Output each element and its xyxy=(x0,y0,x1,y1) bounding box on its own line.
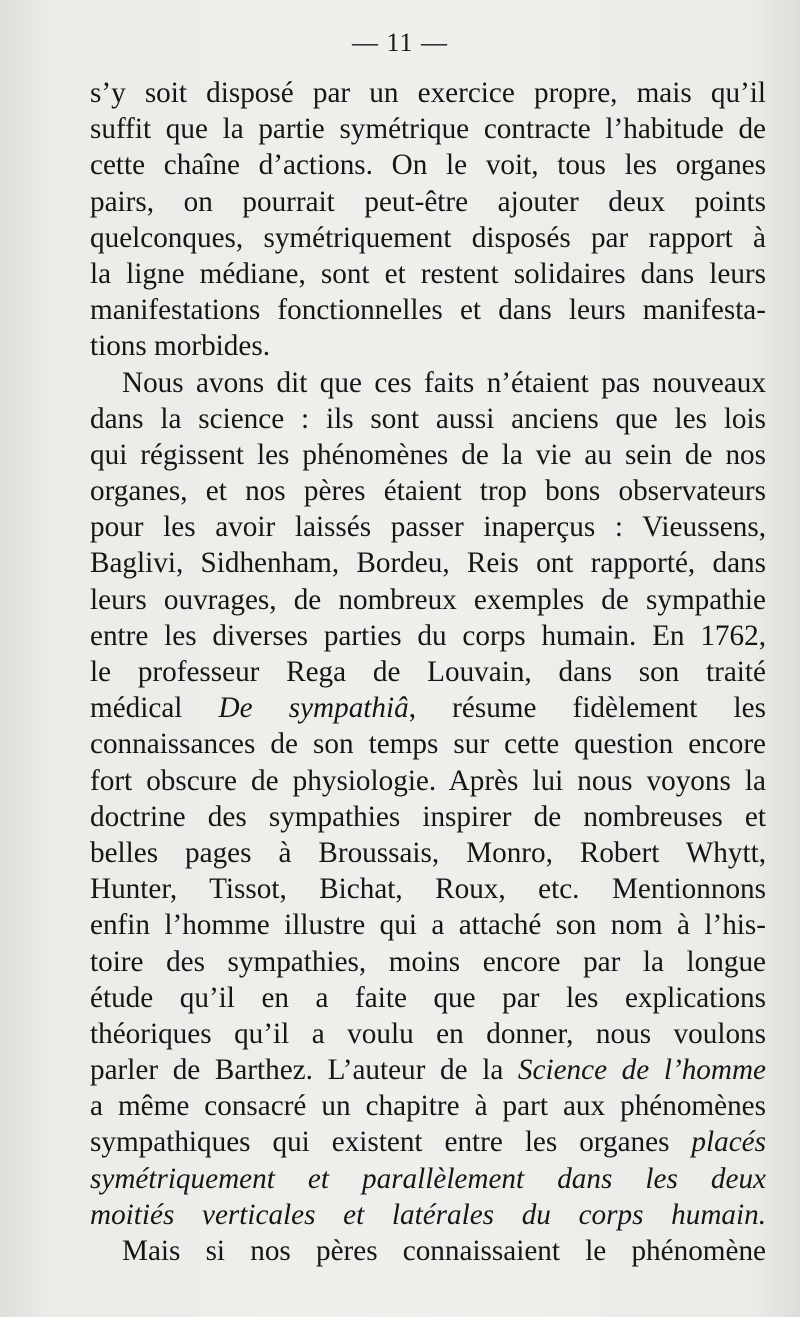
text-line: étude qu’il en a faite que par les explications xyxy=(90,981,766,1014)
italic-run: moitiés verticales et latérales du corps humain. xyxy=(90,1198,766,1231)
text-line: fort obscure de physiologie. Après lui nous voyons la xyxy=(90,764,766,797)
page-number: — 11 — xyxy=(351,28,449,57)
text-run: , résume fidèlement les xyxy=(408,692,766,725)
page-body xyxy=(90,75,766,1269)
italic-run: placés xyxy=(691,1126,766,1159)
text-run: sympathiques qui existent entre les organes xyxy=(90,1126,692,1159)
text-line: cette chaîne d’actions. On le voit, tous les organes xyxy=(90,149,766,182)
paragraph-first-line: Mais si nos pères connaissaient le phénomène xyxy=(122,1235,766,1267)
italic-title: Science de l’homme xyxy=(517,1054,766,1087)
text-line: a même consacré un chapitre à part aux phénomènes xyxy=(90,1090,766,1123)
text-line: s’y soit disposé par un exercice propre, mais qu’il xyxy=(90,77,766,109)
text-line: pairs, on pourrait peut-être ajouter deux points xyxy=(90,185,766,218)
text-line xyxy=(90,1124,766,1160)
text-line: tions morbides. xyxy=(90,330,270,363)
text-line: le professeur Rega de Louvain, dans son traité xyxy=(90,656,766,688)
text-line: organes, et nos pères étaient trop bons observateurs xyxy=(90,475,766,508)
text-line: toire des sympathies, moins encore par la longue xyxy=(90,945,766,978)
text-line: pour les avoir laissés passer inaperçus : Vieussens, xyxy=(90,511,766,544)
text-line xyxy=(90,1197,766,1233)
text-line: belles pages à Broussais, Monro, Robert Whytt, xyxy=(90,836,766,869)
text-line: dans la science : ils sont aussi anciens que les lois xyxy=(90,402,766,435)
text-line: théoriques qu’il a voulu en donner, nous voulons xyxy=(90,1017,766,1050)
text-line: Hunter, Tissot, Bichat, Roux, etc. Mentionnons xyxy=(90,873,766,906)
text-line: leurs ouvrages, de nombreux exemples de sympathie xyxy=(90,583,766,616)
text-line: manifestations fonctionnelles et dans leurs manifesta- xyxy=(90,294,766,327)
text-line xyxy=(90,1161,766,1197)
text-line: la ligne médiane, sont et restent solidaires dans leurs xyxy=(90,257,766,290)
text-line xyxy=(90,1052,766,1088)
text-line: suffit que la partie symétrique contracte l’habitude de xyxy=(90,113,766,146)
italic-title: De sympathiâ xyxy=(218,692,409,725)
text-run: parler de Barthez. L’auteur de la xyxy=(90,1054,518,1087)
text-line: entre les diverses parties du corps humain. En 1762, xyxy=(90,619,766,652)
text-run: médical xyxy=(90,692,219,725)
text-line xyxy=(90,690,766,726)
text-line: qui régissent les phénomènes de la vie au sein de nos xyxy=(90,438,766,471)
text-line: doctrine des sympathies inspirer de nombreuses et xyxy=(90,800,766,833)
text-line: connaissances de son temps sur cette question encore xyxy=(90,728,766,761)
paragraph-first-line: Nous avons dit que ces faits n’étaient pas nouveaux xyxy=(122,366,766,399)
text-line: quelconques, symétriquement disposés par rapport à xyxy=(90,221,766,254)
text-line: Baglivi, Sidhenham, Bordeu, Reis ont rapporté, dans xyxy=(90,547,766,580)
italic-run: symétriquement et parallèlement dans les deux xyxy=(90,1162,766,1195)
text-line: enfin l’homme illustre qui a attaché son nom à l’his- xyxy=(90,909,766,942)
